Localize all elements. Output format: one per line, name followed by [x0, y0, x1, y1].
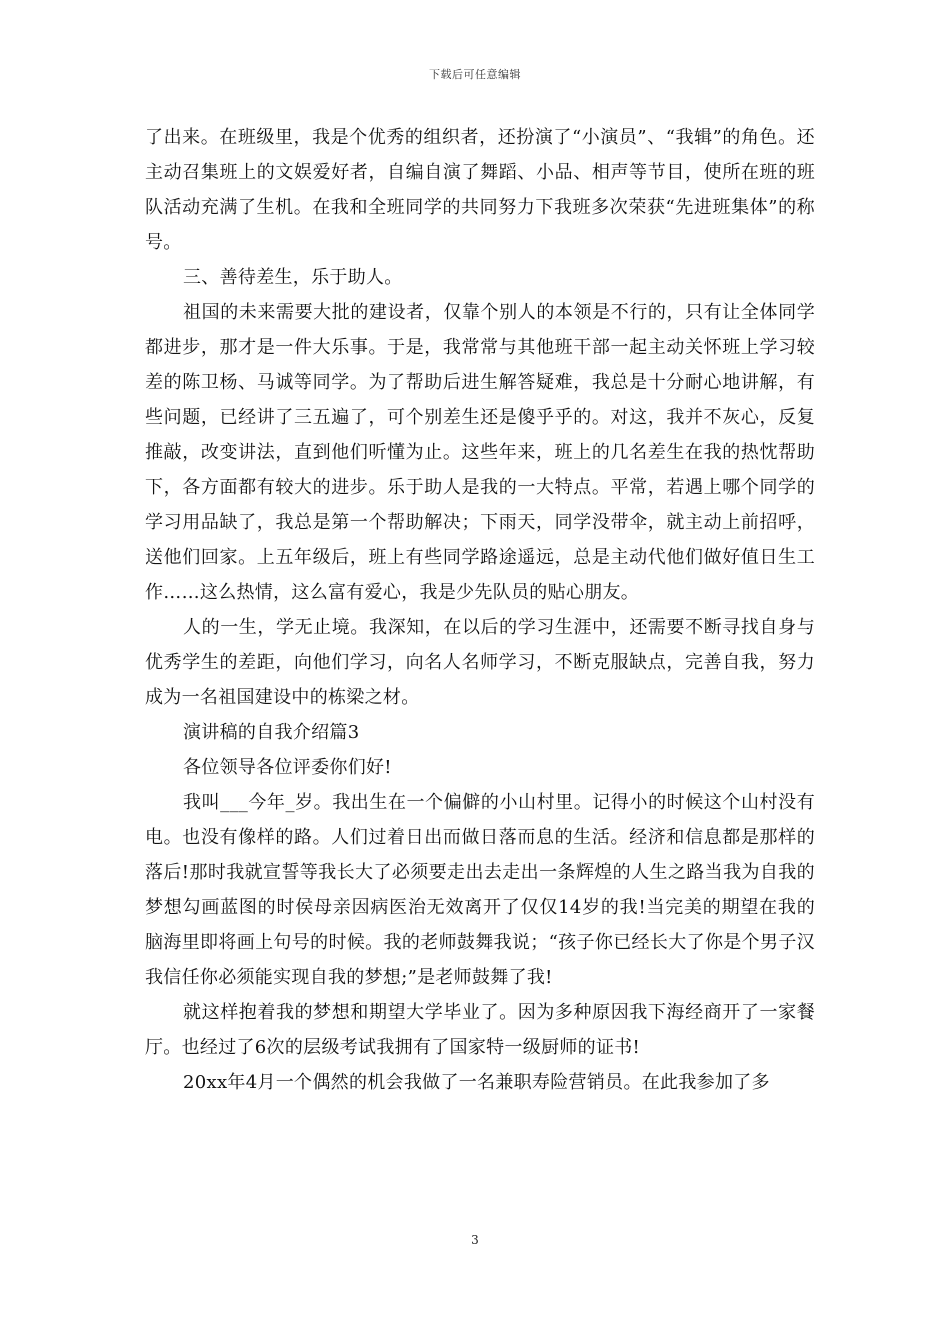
paragraph: 20xx年4月一个偶然的机会我做了一名兼职寿险营销员。在此我参加了多 [183, 1072, 770, 1093]
section-heading: 三、善待差生，乐于助人。 [183, 267, 403, 288]
paragraph: 就这样抱着我的梦想和期望大学毕业了。因为多种原因我下海经商开了一家餐厅。也经过了6次的层级考试我拥有了国家特一级厨师的证书! [145, 1002, 815, 1058]
paragraph: 人的一生，学无止境。我深知，在以后的学习生涯中，还需要不断寻找自身与优秀学生的差距，向他们学习，向名人名师学习，不断克服缺点，完善自我，努力成为一名祖国建设中的栋梁之材。 [145, 617, 815, 708]
page-header: 下载后可任意编辑 [429, 68, 521, 81]
article-title: 演讲稿的自我介绍篇3 [183, 722, 360, 743]
document-body [145, 120, 815, 1100]
paragraph: 祖国的未来需要大批的建设者，仅靠个别人的本领是不行的，只有让全体同学都进步，那才是一件大乐事。于是，我常常与其他班干部一起主动关怀班上学习较差的陈卫杨、马诚等同学。为了帮助后进生解答疑难，我总是十分耐心地讲解，有些问题，已经讲了三五遍了，可个别差生还是傻乎乎的。对这，我并不灰心，反复推敲，改变讲法，直到他们听懂为止。这些年来，班上的几名差生在我的热忱帮助下，各方面都有较大的进步。乐于助人是我的一大特点。平常，若遇上哪个同学的学习用品缺了，我总是第一个帮助解决；下雨天，同学没带伞，就主动上前招呼，送他们回家。上五年级后，班上有些同学路途遥远，总是主动代他们做好值日生工作……这么热情，这么富有爱心，我是少先队员的贴心朋友。 [145, 302, 815, 603]
paragraph: 了出来。在班级里，我是个优秀的组织者，还扮演了“小演员”、“我辑”的角色。还主动召集班上的文娱爱好者，自编自演了舞蹈、小品、相声等节目，使所在班的班队活动充满了生机。在我和全班同学的共同努力下我班多次荣获“先进班集体”的称号。 [145, 127, 815, 253]
paragraph: 我叫___今年_岁。我出生在一个偏僻的小山村里。记得小的时候这个山村没有电。也没有像样的路。人们过着日出而做日落而息的生活。经济和信息都是那样的落后!那时我就宣誓等我长大了必须要走出去走出一条辉煌的人生之路当我为自我的梦想勾画蓝图的时侯母亲因病医治无效离开了仅仅14岁的我!当完美的期望在我的脑海里即将画上句号的时候。我的老师鼓舞我说；“孩子你已经长大了你是个男子汉我信任你必须能实现自我的梦想;”是老师鼓舞了我! [145, 792, 815, 988]
page-number: 3 [471, 1233, 479, 1247]
greeting: 各位领导各位评委你们好! [183, 757, 392, 778]
